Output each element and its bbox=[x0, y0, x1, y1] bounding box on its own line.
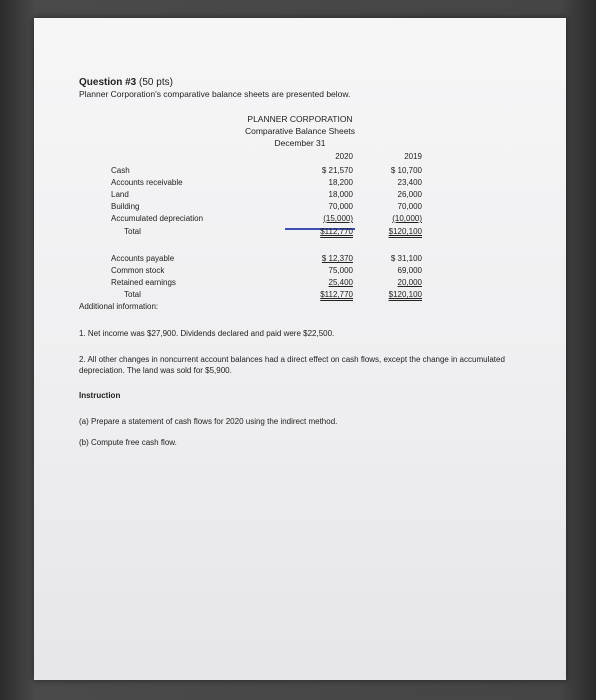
accum-dep-2020: (15,000) bbox=[323, 214, 353, 223]
receivable-2020: 18,200 bbox=[328, 178, 353, 187]
additional-heading: Additional information: bbox=[79, 302, 159, 311]
liab-label-retained: Retained earnings bbox=[111, 278, 176, 287]
common-stock-2019: 69,000 bbox=[397, 266, 422, 275]
sheet-date: December 31 bbox=[274, 138, 326, 148]
instruction-heading: Instruction bbox=[79, 391, 121, 400]
question-title: Question #3 (50 pts) bbox=[79, 77, 173, 88]
receivable-2019: 23,400 bbox=[397, 178, 422, 187]
liab-label-payable: Accounts payable bbox=[111, 254, 175, 263]
question-intro: Planner Corporation's comparative balance sheets are presented below. bbox=[79, 89, 351, 99]
asset-label-land: Land bbox=[111, 190, 129, 199]
year-2020-header: 2020 bbox=[335, 152, 353, 161]
liab-total-2019: $120,100 bbox=[388, 290, 422, 299]
instruction-part-b: (b) Compute free cash flow. bbox=[79, 438, 177, 447]
land-2020: 18,000 bbox=[328, 190, 353, 199]
cash-2019: $ 10,700 bbox=[390, 166, 422, 175]
asset-label-receivable: Accounts receivable bbox=[111, 178, 183, 187]
asset-label-accum-dep: Accumulated depreciation bbox=[111, 214, 204, 223]
building-2019: 70,000 bbox=[397, 202, 422, 211]
liab-label-common-stock: Common stock bbox=[111, 266, 165, 275]
common-stock-2020: 75,000 bbox=[328, 266, 353, 275]
retained-2020: 25,400 bbox=[328, 278, 353, 287]
asset-label-total: Total bbox=[124, 227, 141, 236]
cash-2020: $ 21,570 bbox=[321, 166, 353, 175]
additional-item-1: 1. Net income was $27,900. Dividends declared and paid were $22,500. bbox=[79, 329, 335, 338]
asset-label-cash: Cash bbox=[111, 166, 130, 175]
payable-2019: $ 31,100 bbox=[390, 254, 422, 263]
assets-total-2020: $112,770 bbox=[320, 227, 353, 236]
instruction-part-a: (a) Prepare a statement of cash flows for 2020 using the indirect method. bbox=[79, 417, 338, 426]
building-2020: 70,000 bbox=[328, 202, 353, 211]
liab-label-total: Total bbox=[124, 290, 141, 299]
retained-2019: 20,000 bbox=[397, 278, 422, 287]
sheet-subtitle: Comparative Balance Sheets bbox=[244, 126, 356, 136]
accum-dep-2019: (10,000) bbox=[392, 214, 422, 223]
assets-total-2019: $120,100 bbox=[388, 227, 422, 236]
land-2019: 26,000 bbox=[397, 190, 422, 199]
company-name: PLANNER CORPORATION bbox=[247, 114, 353, 124]
year-2019-header: 2019 bbox=[404, 152, 422, 161]
liab-total-2020: $112,770 bbox=[320, 290, 353, 299]
additional-item-2: 2. All other changes in noncurrent account balances had a direct effect on cash flows, except the change in accumulated depreciation. The land was sold for $5,900. bbox=[79, 355, 505, 375]
asset-label-building: Building bbox=[111, 202, 140, 211]
payable-2020: $ 12,370 bbox=[321, 254, 353, 263]
